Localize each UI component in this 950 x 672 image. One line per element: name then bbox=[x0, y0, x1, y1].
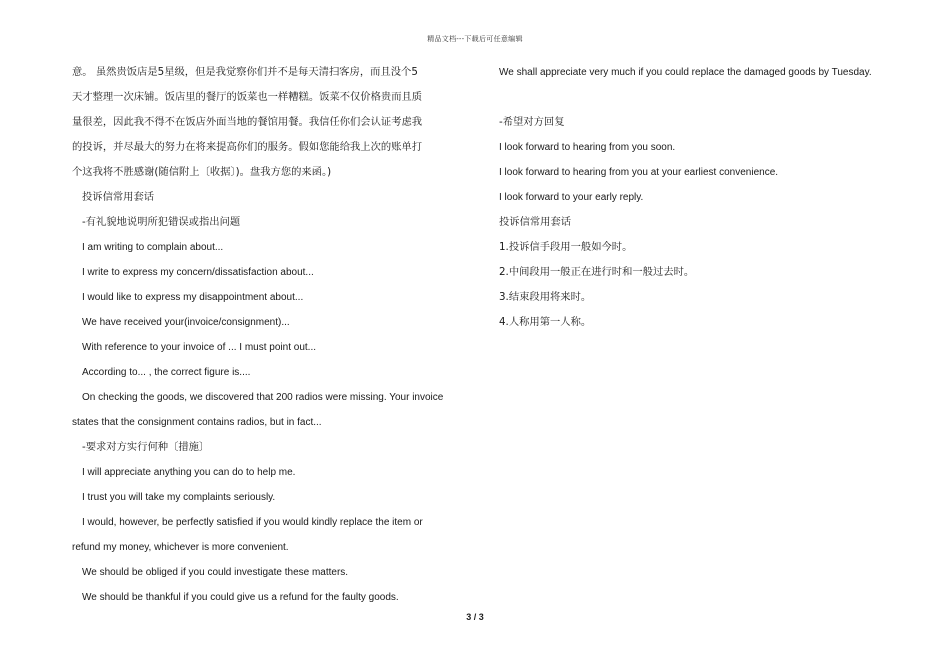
subsection-heading: -要求对方实行何种〔措施〕 bbox=[82, 441, 210, 453]
text-line: 意。 虽然贵饭店是5星级，但是我觉察你们并不是每天清扫客房，而且没个5 bbox=[72, 66, 418, 78]
section-heading: 投诉信常用套话 bbox=[499, 216, 572, 228]
list-item: 3.结束段用将来时。 bbox=[499, 291, 592, 303]
list-item: 4.人称用第一人称。 bbox=[499, 316, 592, 328]
subsection-heading: -有礼貌地说明所犯错误或指出问题 bbox=[82, 216, 241, 228]
phrase-line: We should be obliged if you could investigate these matters. bbox=[82, 567, 349, 578]
phrase-line: I trust you will take my complaints seriously. bbox=[82, 492, 276, 503]
phrase-line: On checking the goods, we discovered that 200 radios were missing. Your invoice bbox=[82, 392, 444, 403]
text-line: 的投诉，并尽最大的努力在将来提高你们的服务。假如您能给我上次的账单打 bbox=[72, 141, 423, 153]
text-line: 天才整理一次床铺。饭店里的餐厅的饭菜也一样糟糕。饭菜不仅价格贵而且质 bbox=[72, 91, 423, 103]
phrase-line: refund my money, whichever is more convenient. bbox=[72, 542, 289, 553]
phrase-line: With reference to your invoice of ... I must point out... bbox=[82, 342, 316, 353]
phrase-line: I look forward to hearing from you soon. bbox=[499, 142, 676, 153]
page-header: 精品文档---下载后可任意编辑 bbox=[427, 35, 523, 43]
left-column bbox=[72, 60, 464, 610]
text-line: 个这我将不胜感谢(随信附上〔收据〕)。盘我方您的来函。) bbox=[72, 166, 332, 178]
subsection-heading: -希望对方回复 bbox=[499, 116, 565, 128]
phrase-line: I will appreciate anything you can do to help me. bbox=[82, 467, 296, 478]
phrase-line: I would, however, be perfectly satisfied if you would kindly replace the item or bbox=[82, 517, 423, 528]
phrase-line: We should be thankful if you could give us a refund for the faulty goods. bbox=[82, 592, 399, 603]
phrase-line: We shall appreciate very much if you could replace the damaged goods by Tuesday. bbox=[499, 67, 872, 78]
phrase-line: We have received your(invoice/consignment)... bbox=[82, 317, 290, 328]
phrase-line: I am writing to complain about... bbox=[82, 242, 224, 253]
blank-line bbox=[499, 85, 899, 110]
phrase-line: According to... , the correct figure is.... bbox=[82, 367, 251, 378]
section-heading: 投诉信常用套话 bbox=[82, 191, 155, 203]
text-line: 量很差，因此我不得不在饭店外面当地的餐馆用餐。我信任你们会认证考虑我 bbox=[72, 116, 423, 128]
phrase-line: I look forward to your early reply. bbox=[499, 192, 644, 203]
page-number: 3 / 3 bbox=[466, 612, 484, 622]
phrase-line: I write to express my concern/dissatisfaction about... bbox=[82, 267, 314, 278]
phrase-line: I would like to express my disappointment about... bbox=[82, 292, 304, 303]
list-item: 1.投诉信手段用一般如今时。 bbox=[499, 241, 633, 253]
right-column bbox=[499, 60, 899, 335]
phrase-line: I look forward to hearing from you at your earliest convenience. bbox=[499, 167, 779, 178]
phrase-line: states that the consignment contains radios, but in fact... bbox=[72, 417, 322, 428]
list-item: 2.中间段用一般正在进行时和一般过去时。 bbox=[499, 266, 695, 278]
